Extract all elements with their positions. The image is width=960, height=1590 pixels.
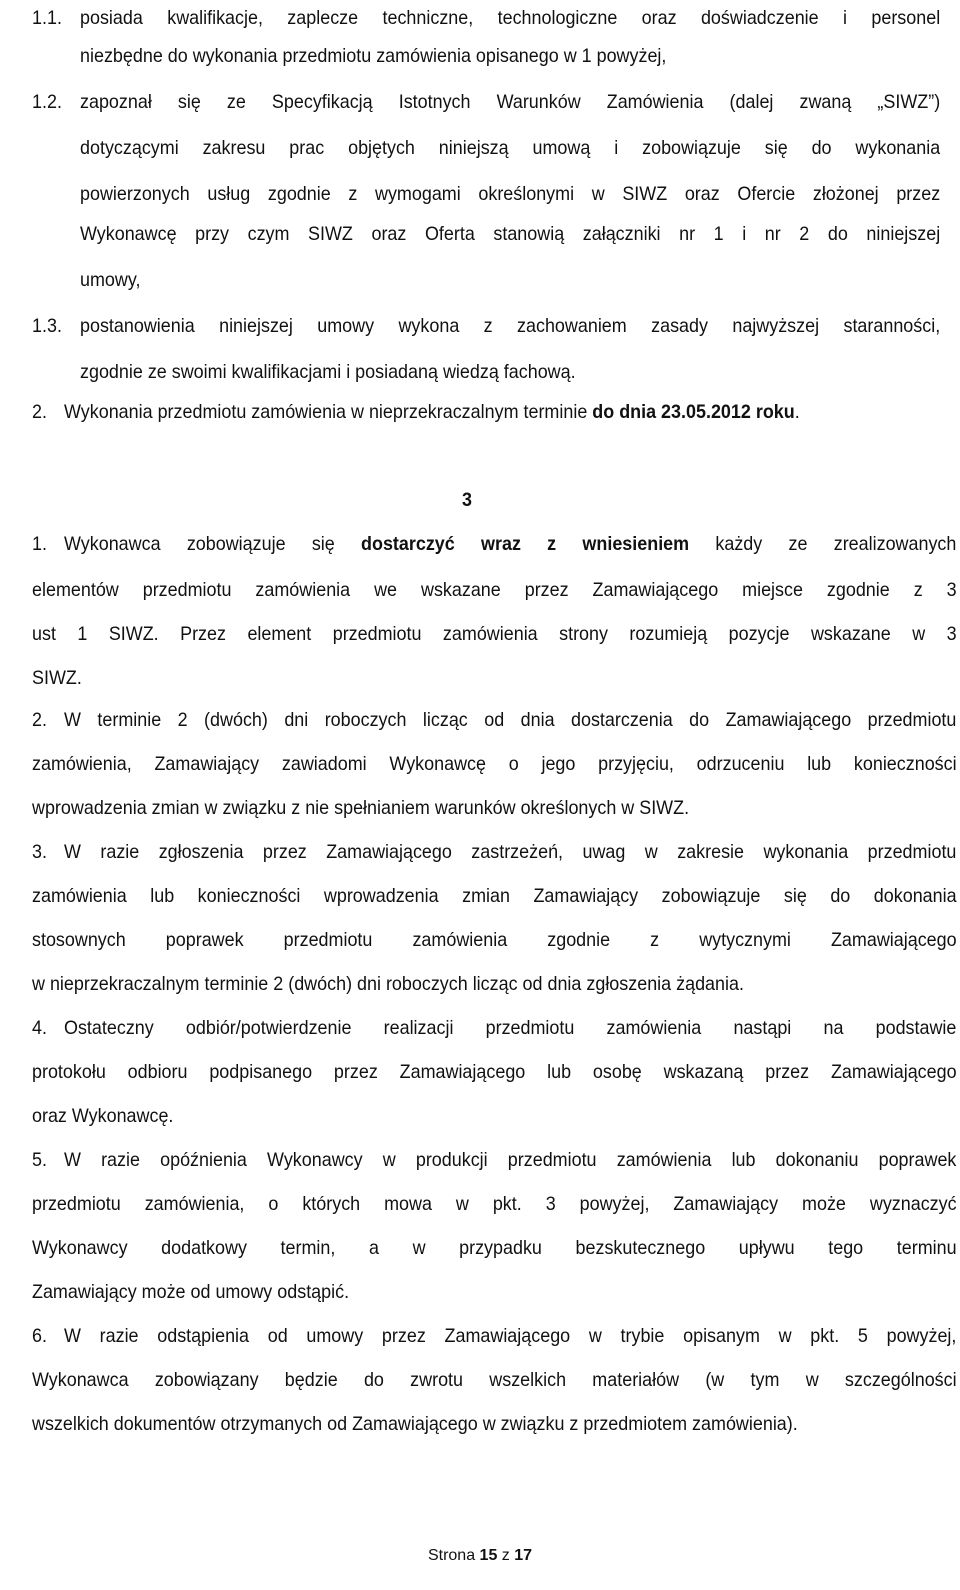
section-number: 1.2. [32,91,62,113]
page-footer [0,1546,960,1566]
point-line: zamówienia lub konieczności wprowadzenia zmian Zamawiający zobowiązuje się do dokonania [32,885,957,907]
footer-total-pages: 17 [514,1547,533,1564]
footer-middle: z [497,1547,515,1564]
point-number: 4. [32,1017,47,1039]
section-number: 1.1. [32,7,62,29]
section-line: postanowienia niniejszej umowy wykona z zachowaniem zasady najwyższej staranności, [80,315,941,337]
section-number: 1.3. [32,315,62,337]
point-line: Ostateczny odbiór/potwierdzenie realizacji przedmiotu zamówienia nastąpi na podstawie [64,1017,957,1039]
section-line: posiada kwalifikacje, zaplecze techniczne, technologiczne oraz doświadczenie i personel [80,7,941,29]
point-line: Wykonawcy dodatkowy termin, a w przypadku bezskutecznego upływu tego terminu [32,1237,957,1259]
point-number: 3. [32,841,47,863]
section-number: 2. [32,401,47,423]
section-line: powierzonych usług zgodnie z wymogami określonymi w SIWZ oraz Ofercie złożonej przez [80,183,941,205]
point-text: Wykonawca zobowiązuje się [64,533,362,555]
deadline-text: Wykonania przedmiotu zamówienia w nieprzekraczalnym terminie [64,401,593,423]
section-line: zapoznał się ze Specyfikacją Istotnych Warunków Zamówienia (dalej zwaną „SIWZ”) [80,91,941,113]
point-line: w nieprzekraczalnym terminie 2 (dwóch) dni roboczych licząc od dnia zgłoszenia żądania. [32,973,744,995]
point-line: stosownych poprawek przedmiotu zamówienia zgodnie z wytycznymi Zamawiającego [32,929,957,951]
deadline-date: do dnia 23.05.2012 roku [592,401,795,423]
point-line: W razie odstąpienia od umowy przez Zamawiającego w trybie opisanym w pkt. 5 powyżej, [64,1325,957,1347]
section-line: zgodnie ze swoimi kwalifikacjami i posiadaną wiedzą fachową. [80,361,576,383]
point-line: W razie opóźnienia Wykonawcy w produkcji przedmiotu zamówienia lub dokonaniu poprawek [64,1149,957,1171]
point-text: każdy ze zrealizowanych [689,533,957,555]
point-line: oraz Wykonawcę. [32,1105,174,1127]
section-line: dotyczącymi zakresu prac objętych niniejszą umową i zobowiązuje się do wykonania [80,137,941,159]
point-number: 5. [32,1149,47,1171]
deadline-period: . [794,401,800,423]
section-line: Wykonawcę przy czym SIWZ oraz Oferta stanowią załączniki nr 1 i nr 2 do niniejszej [80,223,941,245]
point-line: przedmiotu zamówienia, o których mowa w pkt. 3 powyżej, Zamawiający może wyznaczyć [32,1193,957,1215]
point-line: Zamawiający może od umowy odstąpić. [32,1281,350,1303]
point-line: elementów przedmiotu zamówienia we wskazane przez Zamawiającego miejsce zgodnie z 3 [32,579,957,601]
point-line: ust 1 SIWZ. Przez element przedmiotu zamówienia strony rozumieją pozycje wskazane w 3 [32,623,957,645]
deadline-line [64,400,960,424]
point-line: Wykonawca zobowiązany będzie do zwrotu wszelkich materiałów (w tym w szczególności [32,1369,957,1391]
point-line [64,532,956,556]
point-bold-text: dostarczyć wraz z wniesieniem [361,533,690,555]
point-line: W terminie 2 (dwóch) dni roboczych licząc od dnia dostarczenia do Zamawiającego przedmiotu [64,709,957,731]
point-line: protokołu odbioru podpisanego przez Zamawiającego lub osobę wskazaną przez Zamawiającego [32,1061,957,1083]
section-line: niezbędne do wykonania przedmiotu zamówienia opisanego w 1 powyżej, [80,45,667,67]
footer-page-number: 15 [479,1547,498,1564]
point-number: 6. [32,1325,47,1347]
section-line: umowy, [80,269,141,291]
footer-prefix: Strona [427,1547,480,1564]
point-line: wszelkich dokumentów otrzymanych od Zamawiającego w związku z przedmiotem zamówienia). [32,1413,798,1435]
paragraph-heading: 3 [462,489,472,511]
point-number: 1. [32,533,47,555]
point-number: 2. [32,709,47,731]
point-line: zamówienia, Zamawiający zawiadomi Wykonawcę o jego przyjęciu, odrzuceniu lub konieczności [32,753,957,775]
point-line: wprowadzenia zmian w związku z nie spełnianiem warunków określonych w SIWZ. [32,797,690,819]
point-line: W razie zgłoszenia przez Zamawiającego zastrzeżeń, uwag w zakresie wykonania przedmiotu [64,841,957,863]
point-line: SIWZ. [32,667,82,689]
